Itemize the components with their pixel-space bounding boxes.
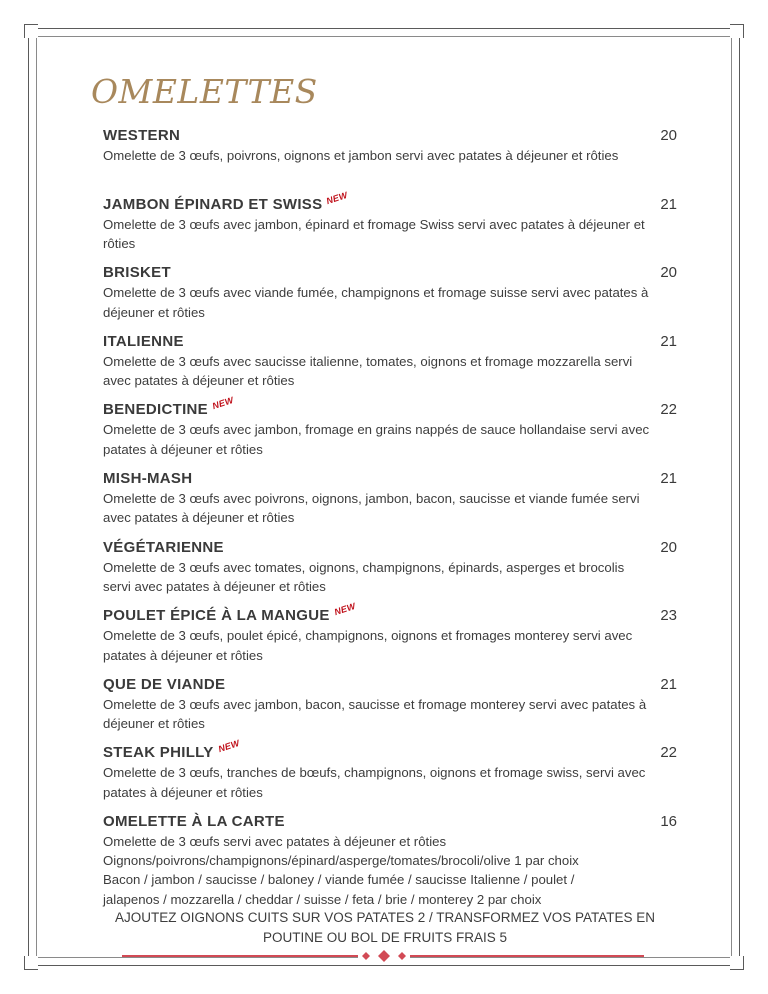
item-name: BRISKET [103,264,171,282]
item-description: Omelette de 3 œufs avec tomates, oignons, champignons, épinards, asperges et brocolis servi avec patates à déjeuner et rôties [103,559,625,595]
item-name: JAMBON ÉPINARD ET SWISS [103,195,323,213]
menu-item [103,125,679,194]
item-price: 21 [660,332,677,350]
item-name: OMELETTE À LA CARTE [103,812,285,830]
item-price: 23 [660,607,677,625]
menu-item [103,395,679,468]
menu-item [103,738,679,811]
item-price: 21 [660,469,677,487]
carte-line: jalapenos / mozzarella / cheddar / suisse / feta / brie / monterey 2 par choix [103,891,542,907]
menu-item [103,537,679,606]
item-name: MISH-MASH [103,469,193,487]
item-description: Omelette de 3 œufs avec poivrons, oignons, jambon, bacon, saucisse et viande fumée servi avec patates à déjeuner et rôties [103,490,640,526]
item-name: STEAK PHILLY [103,744,214,762]
item-price: 22 [660,401,677,419]
item-description: Omelette de 3 œufs avec viande fumée, champignons et fromage suisse servi avec patates à déjeuner et rôties [103,285,649,320]
new-badge: NEW [332,601,357,618]
item-name: WESTERN [103,127,181,144]
item-description: Omelette de 3 œufs, poulet épicé, champignons, oignons et fromages monterey servi avec patates à déjeuner et rôties [103,628,633,663]
frame-corner-bottom-right [730,956,744,970]
item-description: Omelette de 3 œufs avec jambon, bacon, saucisse et fromage monterey servi avec patates à déjeuner et rôties [103,696,647,732]
frame-corner-top-right [730,24,744,38]
carte-line: Bacon / jambon / saucisse / baloney / viande fumée / saucisse Italienne / poulet / [103,872,575,888]
item-name: BENEDICTINE [103,401,208,419]
carte-line: Omelette de 3 œufs servi avec patates à déjeuner et rôties [103,833,447,849]
menu-item [103,331,679,400]
item-price: 22 [660,744,677,762]
frame-corner-top-left [24,24,38,38]
frame-corner-bottom-left [24,956,38,970]
item-name: VÉGÉTARIENNE [103,538,224,556]
item-description: Omelette de 3 œufs, poivrons, oignons et jambon servi avec patates à déjeuner et rôties [103,148,619,163]
menu-item-a-la-carte [103,811,679,909]
new-badge: NEW [216,738,241,755]
item-description: Omelette de 3 œufs avec jambon, épinard et fromage Swiss servi avec patates à déjeuner et rôties [103,216,645,252]
new-badge: NEW [210,395,235,412]
new-badge: NEW [325,189,350,206]
menu-item [103,468,679,537]
menu-item [103,601,679,674]
menu-list [103,125,679,909]
menu-item [103,189,679,263]
item-price: 20 [660,127,677,144]
item-price: 16 [660,812,677,830]
menu-item [103,262,679,331]
item-description: Omelette de 3 œufs avec jambon, fromage en grains nappés de sauce hollandaise servi avec patates à déjeuner et rôties [103,422,650,457]
item-name: QUE DE VIANDE [103,675,226,693]
item-name: ITALIENNE [103,332,184,350]
item-price: 21 [660,675,677,693]
menu-item [103,674,679,743]
section-title: OMELETTES [91,72,318,111]
item-price: 21 [660,195,677,213]
item-price: 20 [660,538,677,556]
item-description: Omelette de 3 œufs avec saucisse italienne, tomates, oignons et fromage mozzarella servi avec patates à déjeuner et rôties [103,353,633,389]
footer-note: AJOUTEZ OIGNONS CUITS SUR VOS PATATES 2 / TRANSFORMEZ VOS PATATES EN POUTINE OU BOL DE FRUITS FRAIS 5 [114,910,656,945]
carte-line: Oignons/poivrons/champignons/épinard/asperge/tomates/brocoli/olive 1 par choix [103,853,579,869]
item-price: 20 [660,264,677,282]
item-name: POULET ÉPICÉ À LA MANGUE [103,607,330,625]
diamond-ornament-icon [358,949,410,963]
item-description: Omelette de 3 œufs, tranches de bœufs, champignons, oignons et fromage swiss, servi avec patates à déjeuner et rôties [103,765,646,800]
